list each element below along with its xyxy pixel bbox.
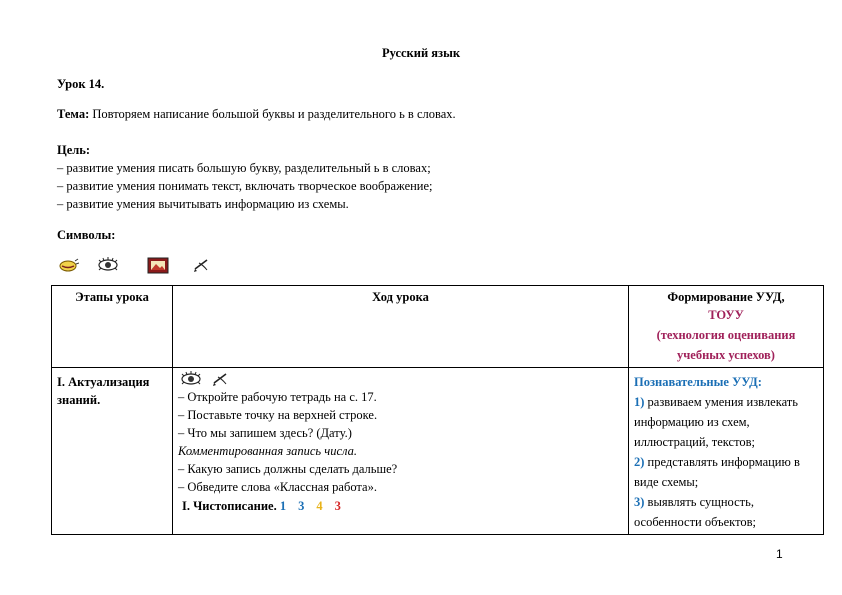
goal-item: – развитие умения понимать текст, включать творческое воображение;	[57, 179, 433, 193]
flow-line: – Какую запись должны сделать дальше?	[178, 462, 398, 476]
header-uud-technology: (технология оценивания учебных успехов)	[656, 328, 796, 362]
calligraphy-digit: 3	[298, 499, 305, 513]
uud-item-text: развиваем умения извлекать информацию из схем, иллюстраций, текстов;	[634, 395, 798, 449]
header-stages: Этапы урока	[52, 286, 173, 368]
eye-icon	[97, 257, 119, 273]
flow-line: – Что мы запишем здесь? (Дату.)	[178, 426, 352, 440]
flow-line: – Поставьте точку на верхней строке.	[178, 408, 378, 422]
topic-label: Тема:	[57, 107, 90, 121]
eye-icon	[180, 371, 202, 387]
uud-item	[634, 492, 818, 532]
page-number: 1	[776, 547, 783, 561]
uud-title: Познавательные УУД:	[634, 375, 762, 389]
pencil-hand-icon	[212, 371, 230, 387]
lesson-number: Урок 14.	[57, 77, 105, 91]
header-uud	[629, 286, 824, 368]
uud-item-text: представлять информацию в виде схемы;	[634, 455, 800, 489]
flow-line: – Откройте рабочую тетрадь на с. 17.	[178, 390, 377, 404]
page-title: Русский язык	[381, 46, 461, 60]
header-uud-main: Формирование УУД,	[667, 290, 785, 304]
uud-item	[634, 452, 818, 492]
calligraphy-digit: 1	[279, 499, 287, 513]
uud-item-text: выявлять сущность, особенности объектов;	[634, 495, 757, 529]
uud-item-number: 2)	[634, 455, 645, 469]
flow-line: – Обведите слова «Классная работа».	[178, 480, 377, 494]
uud-item-number: 3)	[634, 495, 645, 509]
uud-item-number: 1)	[634, 395, 645, 409]
uud-item	[634, 392, 818, 452]
topic-text: Повторяем написание большой буквы и разделительного ь в словах.	[89, 107, 456, 121]
goal-label: Цель:	[57, 143, 91, 157]
header-uud-touu: ТОУУ	[708, 308, 744, 322]
calligraphy-digit: 4	[316, 499, 323, 513]
symbols-label: Символы:	[57, 228, 116, 242]
goal-item: – развитие умения вычитывать информацию из схемы.	[57, 197, 349, 211]
pencil-hand-icon	[193, 257, 211, 273]
goal-item: – развитие умения писать большую букву, разделительный ь в словах;	[57, 161, 431, 175]
stage-cell: I. Актуализация знаний.	[52, 368, 173, 535]
uud-cell	[629, 368, 824, 535]
topic-line	[57, 107, 456, 122]
flow-cell	[173, 368, 629, 535]
table-header-row	[52, 286, 824, 368]
flow-italic-line: Комментированная запись числа.	[178, 444, 357, 458]
calligraphy-label: I. Чистописание.	[182, 499, 277, 513]
lesson-table	[51, 285, 824, 535]
header-flow: Ход урока	[173, 286, 629, 368]
calligraphy-line	[178, 496, 623, 516]
table-row	[52, 368, 824, 535]
calligraphy-digit: 3	[334, 499, 341, 513]
goal-block	[57, 141, 433, 213]
picture-frame-icon	[147, 257, 169, 274]
flow-symbols	[178, 370, 623, 388]
speaking-lips-icon	[59, 257, 79, 273]
